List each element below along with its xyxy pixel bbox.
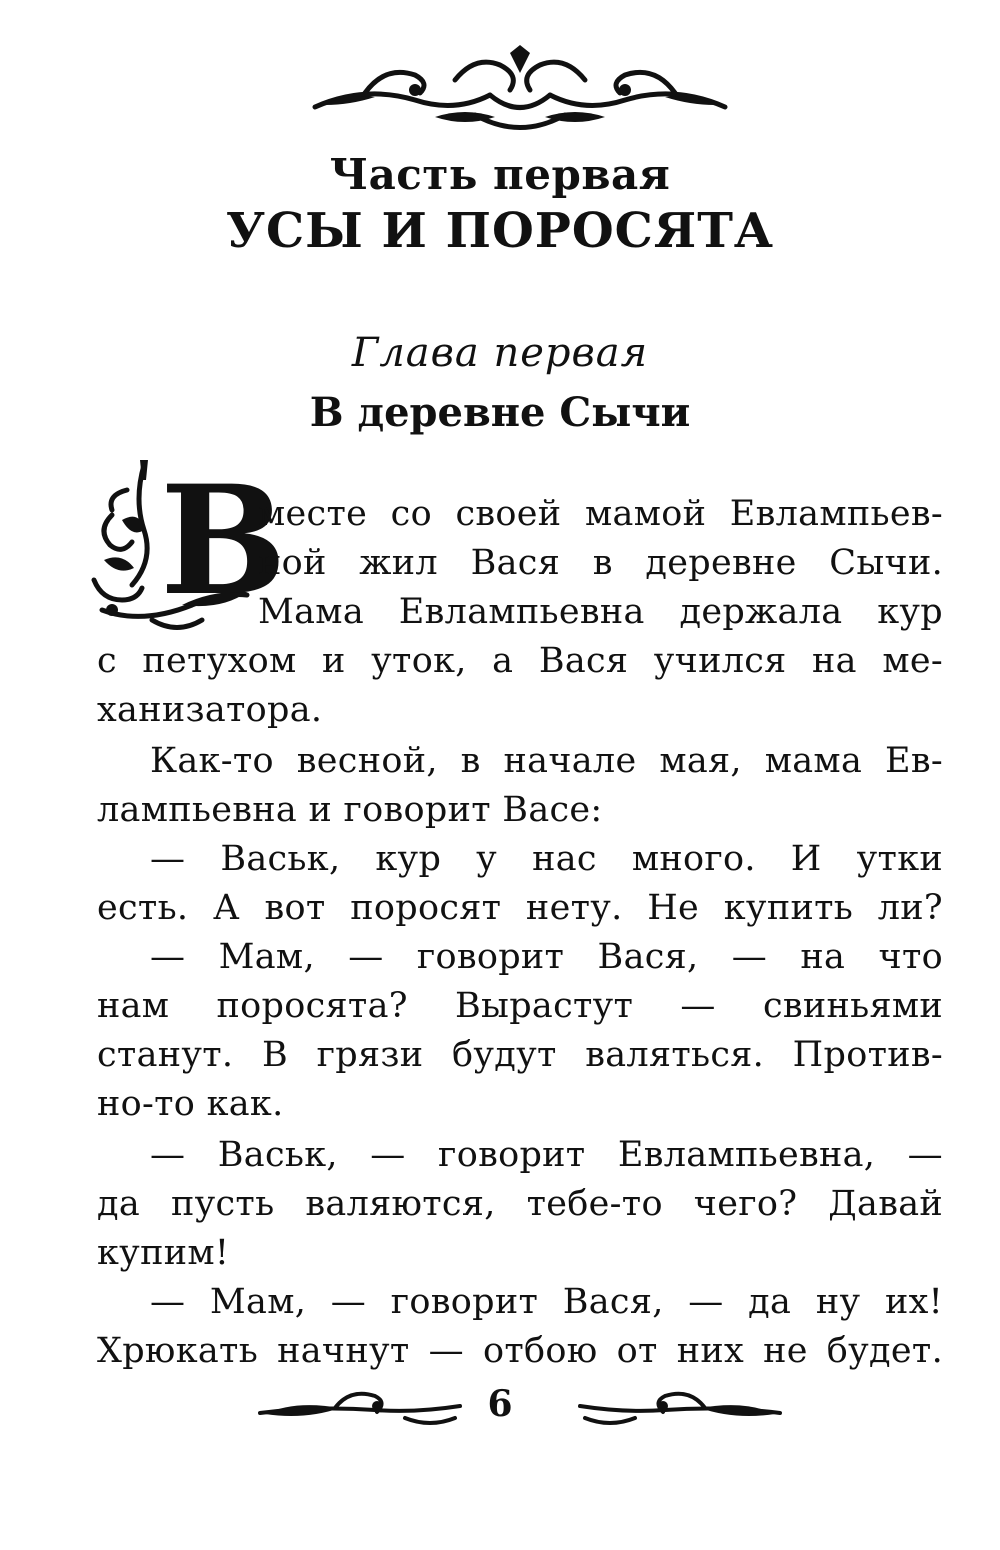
ornament-flourish-icon xyxy=(305,45,735,145)
text-line: станут. В грязи будут валяться. Против- xyxy=(97,1035,943,1075)
chapter-title: В деревне Сычи xyxy=(309,389,691,436)
part-label: Часть первая xyxy=(329,150,671,199)
chapter-label: Глава первая xyxy=(351,330,649,376)
page-number: 6 xyxy=(487,1383,513,1425)
text-line: — Мам, — говорит Вася, — да ну их! xyxy=(150,1282,943,1322)
text-line: Хрюкать начнут — отбою от них не будет. xyxy=(97,1331,943,1371)
dropcap-letter: В xyxy=(160,453,287,629)
text-line: есть. А вот поросят нету. Не купить ли? xyxy=(97,888,943,928)
text-line: лампьевна и говорит Васе: xyxy=(97,790,603,830)
dropcap xyxy=(82,453,287,650)
text-line: да пусть валяются, тебе-то чего? Давай xyxy=(97,1184,943,1224)
text-line: месте со своей мамой Евлампьев- xyxy=(258,494,943,534)
text-line: Как-то весной, в начале мая, мама Ев- xyxy=(150,741,943,781)
text-line: Мама Евлампьевна держала кур xyxy=(258,592,943,632)
text-line: с петухом и уток, а Вася учился на ме- xyxy=(97,641,943,681)
text-line: ной жил Вася в деревне Сычи. xyxy=(258,543,943,583)
text-line: ханизатора. xyxy=(97,690,323,730)
text-line: — Васьк, кур у нас много. И утки xyxy=(150,839,943,879)
text-line: — Мам, — говорит Вася, — на что xyxy=(150,937,943,977)
part-title: УСЫ И ПОРОСЯТА xyxy=(226,203,774,259)
text-line: но-то как. xyxy=(97,1084,284,1124)
text-line: нам поросята? Вырастут — свиньями xyxy=(97,986,943,1026)
text-line: купим! xyxy=(97,1233,230,1273)
text-line: — Васьк, — говорит Евлампьевна, — xyxy=(150,1135,943,1175)
